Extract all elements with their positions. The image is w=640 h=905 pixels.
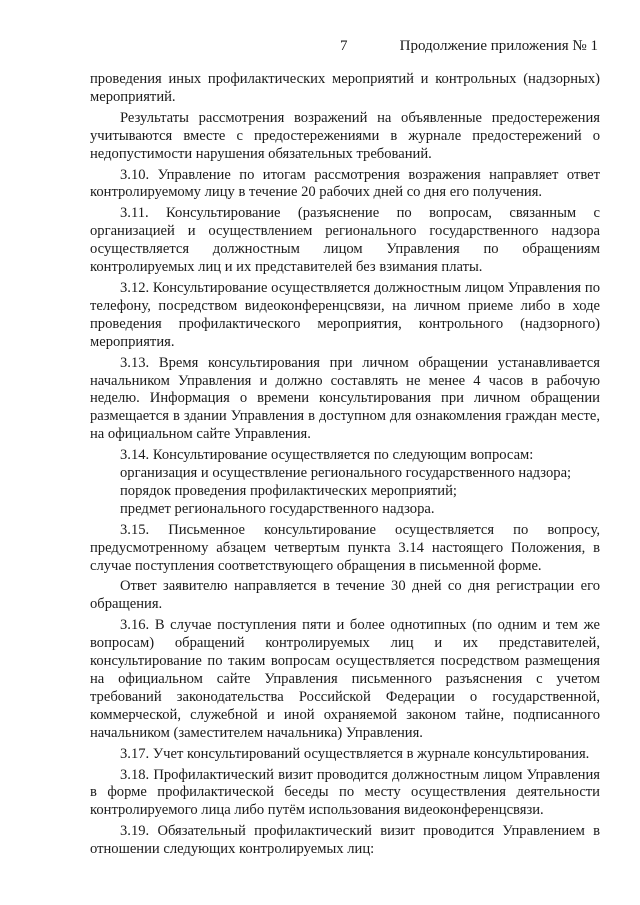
appendix-label: Продолжение приложения № 1 xyxy=(399,38,598,54)
page-number: 7 xyxy=(340,38,348,54)
paragraph-3-18: 3.18. Профилактический визит проводится должностным лицом Управления в форме профилактической беседы по месту осуществления деятельности контролируемого лица либо путём использования видеоконференцсвязи. xyxy=(90,766,600,819)
paragraph-3-12: 3.12. Консультирование осуществляется должностным лицом Управления по телефону, посредством видеоконференцсвязи, на личном приеме либо в ходе проведения профилактического мероприятия, контрольного (надзорного) мероприятия. xyxy=(90,279,600,350)
paragraph-answer-deadline: Ответ заявителю направляется в течение 30 дней со дня регистрации его обращения. xyxy=(90,578,600,613)
paragraph-3-19: 3.19. Обязательный профилактический визит проводится Управлением в отношении следующих контролируемых лиц: xyxy=(90,823,600,858)
paragraph-3-11: 3.11. Консультирование (разъяснение по вопросам, связанным с организацией и осуществлением регионального государственного надзора осуществляется должностным лицом Управления по обращениям контролируемых лиц и их представителей без взимания платы. xyxy=(90,205,600,276)
paragraph-continuation: проведения иных профилактических мероприятий и контрольных (надзорных) мероприятий. xyxy=(90,71,600,105)
paragraph-objection-results: Результаты рассмотрения возражений на объявленные предостережения учитываются вместе с предостережениями в журнале предостережений о недопустимости нарушения обязательных требований. xyxy=(90,109,600,162)
paragraph-3-13: 3.13. Время консультирования при личном обращении устанавливается начальником Управления и должно составлять не менее 4 часов в рабочую неделю. Информация о времени консультирования при личном обращении размещается в здании Управления в доступном для ознакомления граждан месте, на официальном сайте Управления. xyxy=(90,354,600,443)
page-header xyxy=(0,38,640,58)
paragraph-3-14: 3.14. Консультирование осуществляется по следующим вопросам: xyxy=(120,447,534,464)
list-item-organization: организация и осуществление регионального государственного надзора; xyxy=(120,465,572,482)
document-body xyxy=(90,71,600,859)
paragraph-3-17: 3.17. Учет консультирований осуществляется в журнале консультирования. xyxy=(120,745,590,762)
list-item-subject: предмет регионального государственного надзора. xyxy=(120,500,435,517)
paragraph-3-16: 3.16. В случае поступления пяти и более однотипных (по одним и тем же вопросам) обращений контролируемых лиц и их представителей, консультирование по таким вопросам осуществляется посредством размещения на официальном сайте Управления письменного разъяснения с учетом требований законодательства Российской Федерации о государственной, коммерческой, служебной и иной охраняемой законом тайне, подписанного начальником (заместителем начальника) Управления. xyxy=(90,617,600,741)
paragraph-3-15: 3.15. Письменное консультирование осуществляется по вопросу, предусмотренному абзацем четвертым пункта 3.14 настоящего Положения, в случае поступления соответствующего обращения в письменной форме. xyxy=(90,521,600,574)
list-item-procedure: порядок проведения профилактических мероприятий; xyxy=(120,482,457,499)
paragraph-3-10: 3.10. Управление по итогам рассмотрения возражения направляет ответ контролируемому лицу в течение 20 рабочих дней со дня его получения. xyxy=(90,166,600,201)
